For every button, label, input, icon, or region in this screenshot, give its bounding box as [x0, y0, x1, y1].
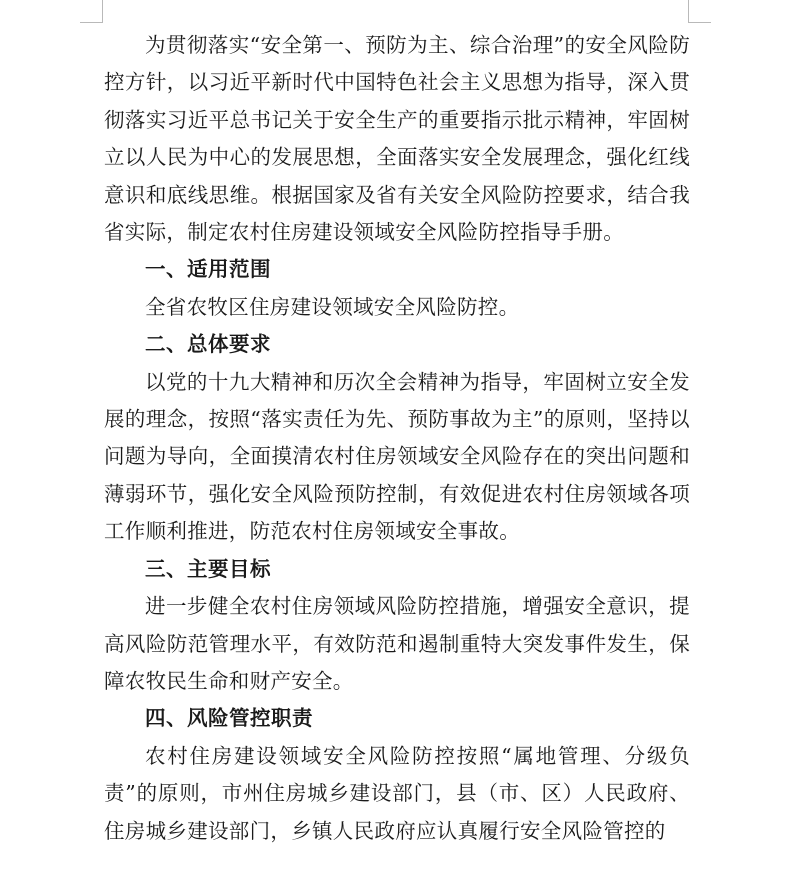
scope-paragraph: 全省农牧区住房建设领域安全风险防控。 — [145, 294, 520, 319]
section-heading-general-requirements: 二、总体要求 — [145, 332, 271, 357]
main-goals-paragraph: 进一步健全农村住房领域风险防控措施，增强安全意识，提高风险防范管理水平，有效防范和遏制重特大突发事件发生，保障农牧民生命和财产安全。 — [104, 594, 690, 693]
section-heading-scope: 一、适用范围 — [145, 257, 271, 282]
section-heading-main-goals: 三、主要目标 — [145, 556, 271, 581]
document-body — [104, 27, 690, 850]
section-heading-risk-control-duties: 四、风险管控职责 — [145, 706, 313, 731]
risk-control-duties-paragraph: 农村住房建设领域安全风险防控按照“属地管理、分级负责”的原则，市州住房城乡建设部门，县（市、区）人民政府、住房城乡建设部门，乡镇人民政府应认真履行安全风险管控的 — [104, 743, 690, 843]
intro-paragraph: 为贯彻落实“安全第一、预防为主、综合治理”的安全风险防控方针，以习近平新时代中国特色社会主义思想为指导，深入贯彻落实习近平总书记关于安全生产的重要指示批示精神，牢固树立以人民为中心的发展思想，全面落实安全发展理念，强化红线意识和底线思维。根据国家及省有关安全风险防控要求，结合我省实际，制定农村住房建设领域安全风险防控指导手册。 — [104, 33, 690, 245]
page-corner-mark-right — [688, 0, 711, 23]
general-requirements-paragraph: 以党的十九大精神和历次全会精神为指导，牢固树立安全发展的理念，按照“落实责任为先、预防事故为主”的原则，坚持以问题为导向，全面摸清农村住房领域安全风险存在的突出问题和薄弱环节，强化安全风险预防控制，有效促进农村住房领域各项工作顺利推进，防范农村住房领域安全事故。 — [104, 369, 690, 544]
page-corner-mark-left — [80, 0, 103, 23]
